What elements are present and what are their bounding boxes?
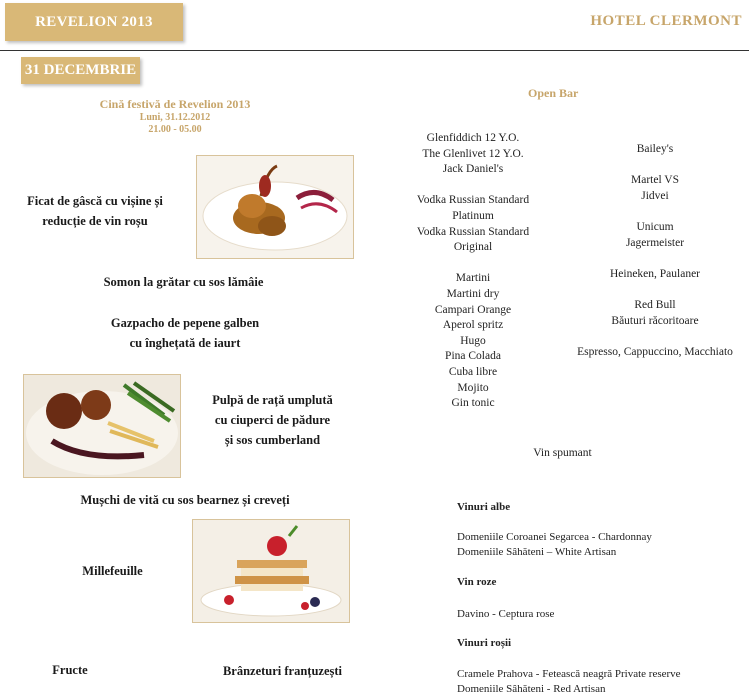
date-badge: 31 DECEMBRIE: [21, 57, 140, 84]
drink-right-item-6: Jagermeister: [625, 236, 685, 249]
festive-dinner-heading: [70, 97, 280, 136]
open-bar-right-list: [560, 142, 749, 360]
dish-beef: Mușchi de vită cu sos bearnez și creveți: [80, 493, 290, 507]
festive-day: Luni, 31.12.2012: [139, 112, 211, 123]
dish-foie-gras-line2: reducție de vin roșu: [42, 214, 148, 228]
header-divider: [0, 50, 749, 51]
drink-left-item-0: Glenfiddich 12 Y.O.: [426, 132, 520, 144]
drink-right-item-8: Heineken, Paulaner: [609, 267, 701, 280]
dish-salmon: Somon la grătar cu sos lămâie: [103, 275, 264, 289]
dish-duck-line3: și sos cumberland: [224, 433, 321, 447]
drink-left-item-9: Martini: [455, 272, 491, 285]
drink-right-item-1: [560, 158, 749, 174]
duck-leg-photo: [23, 374, 181, 478]
drink-left-item-17: Gin tonic: [451, 397, 495, 410]
red-wine-2: Domeniile Sâhăteni - Red Artisan: [457, 683, 606, 695]
dish-foie-gras: [10, 191, 180, 231]
red-wines-heading: Vinuri roșii: [457, 637, 512, 649]
dish-cheese: Brânzeturi franțuzești: [222, 664, 343, 678]
white-wines-heading: Vinuri albe: [457, 501, 511, 513]
festive-hours: 21.00 - 05.00: [148, 124, 202, 135]
dish-gazpacho-line1: Gazpacho de pepene galben: [110, 316, 260, 330]
white-wine-1: Domeniile Coroanei Segarcea - Chardonnay: [457, 531, 652, 543]
drink-left-item-11: Campari Orange: [434, 303, 512, 316]
hotel-name: HOTEL CLERMONT: [590, 13, 742, 29]
drink-right-item-7: [560, 251, 749, 267]
drink-right-item-11: Băuturi răcoritoare: [611, 314, 699, 327]
drink-left-item-4: Vodka Russian Standard: [416, 194, 530, 207]
drink-left-item-12: Aperol spritz: [442, 319, 504, 332]
drink-left-item-2: Jack Daniel's: [442, 163, 504, 176]
revelion-badge: REVELION 2013: [5, 3, 183, 41]
drink-right-item-4: [560, 204, 749, 220]
drink-left-item-1: The Glenlivet 12 Y.O.: [422, 147, 524, 160]
dish-duck-line2: cu ciuperci de pădure: [214, 413, 331, 427]
millefeuille-photo: [192, 519, 350, 623]
foie-gras-photo: [196, 155, 354, 259]
drink-left-item-16: Mojito: [457, 381, 489, 394]
open-bar-left-list: [393, 131, 553, 412]
drink-right-item-12: [560, 329, 749, 345]
festive-title: Cină festivă de Revelion 2013: [99, 97, 251, 111]
drink-right-item-3: Jidvei: [641, 189, 669, 202]
drink-left-item-3: [393, 178, 553, 194]
drink-left-item-15: Cuba libre: [448, 365, 498, 378]
dish-millefeuille: Millefeuille: [82, 564, 143, 578]
dish-duck: [200, 390, 345, 450]
dish-duck-line1: Pulpă de rață umplută: [212, 393, 333, 407]
open-bar-title: Open Bar: [528, 86, 579, 100]
rose-wine-heading: Vin roze: [457, 576, 497, 588]
red-wine-1: Cramele Prahova - Fetească neagră Private reserve: [457, 668, 681, 680]
drink-left-item-14: Pina Colada: [445, 350, 501, 363]
drink-right-item-0: Bailey's: [636, 143, 674, 155]
drink-left-item-8: [393, 256, 553, 272]
drink-right-item-9: [560, 282, 749, 298]
drink-right-item-5: Unicum: [636, 220, 674, 233]
drink-right-item-13: Espresso, Cappuccino, Macchiato: [577, 345, 733, 358]
dish-gazpacho: [90, 313, 280, 353]
drink-left-item-7: Original: [453, 241, 493, 254]
drink-left-item-5: Platinum: [452, 209, 494, 222]
drink-right-item-2: Martel VS: [630, 174, 680, 187]
drink-left-item-6: Vodka Russian Standard: [416, 225, 530, 238]
rose-wine-1: Davino - Ceptura rose: [457, 608, 555, 620]
dish-foie-gras-line1: Ficat de gâscă cu vișine și: [27, 194, 163, 208]
white-wine-2: Domeniile Sâhăteni – White Artisan: [457, 546, 617, 558]
sparkling-wine: Vin spumant: [533, 447, 592, 459]
drink-right-item-10: Red Bull: [634, 298, 676, 311]
drink-left-item-13: Hugo: [460, 334, 486, 347]
dish-fruits: Fructe: [52, 663, 88, 677]
dish-gazpacho-line2: cu înghețată de iaurt: [129, 336, 241, 350]
drink-left-item-10: Martini dry: [446, 287, 500, 300]
